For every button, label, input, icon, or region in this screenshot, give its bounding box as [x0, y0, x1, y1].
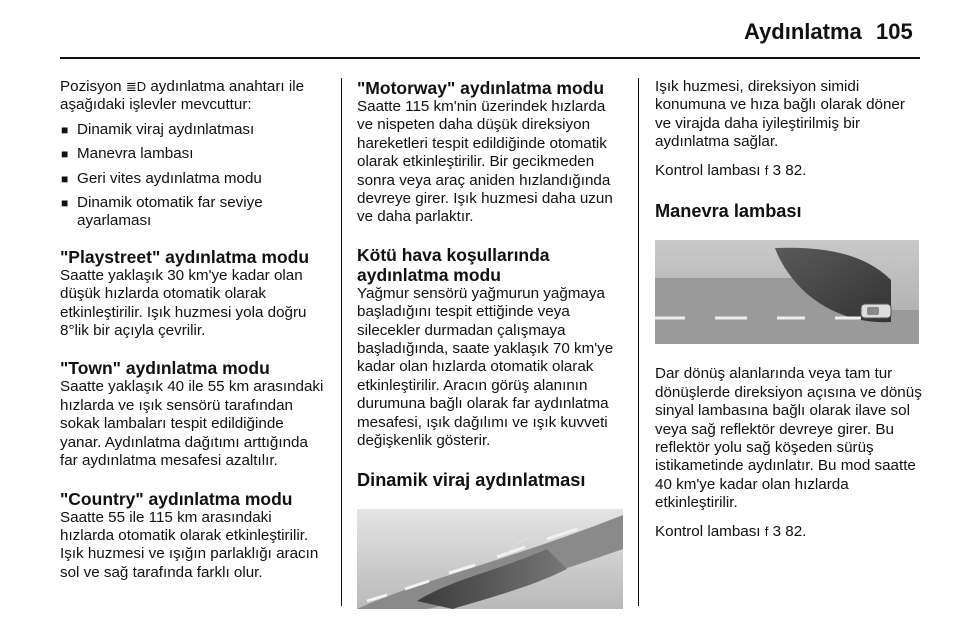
country-text: Saatte 55 ile 115 km arasındaki hızlarda otomatik olarak etkinleştirilir. Işık huzmesi ve ışığın parlaklığı aracın sol ve sağ tarafında farklı olur.: [60, 508, 319, 581]
page-header-title: Aydınlatma: [744, 19, 862, 44]
cornering-light-image: [357, 509, 623, 609]
motorway-text: Saatte 115 km'nin üzerindek hızlarda ve nispeten daha düşük direksiyon hareketleri tespit edildiğinde otomatik olarak etkinleştirilir. Bir gecikmeden sonra veya araç aniden hızlandığında devreye girer. Işık huzmesi daha uzun ve daha parlaktır.: [357, 98, 613, 226]
intro-prefix: Pozisyon: [60, 78, 126, 95]
header-rule: [60, 57, 920, 59]
page-reference: 3 82.: [768, 161, 807, 179]
dynamic-text: Işık huzmesi, direksiyon simidi konumuna ve hıza bağlı olarak döner ve virajda daha iyileştirilmiş bir aydınlatma sağlar.: [655, 78, 905, 151]
playstreet-text: Saatte yaklaşık 30 km'ye kadar olan düşük hızlarda otomatik olarak etkinleştirilir. Işık huzmesi yola doğru 8°lik bir açıyla çevrilir.: [60, 266, 307, 340]
section-heading-motorway: "Motorway" aydınlatma modu: [357, 78, 605, 98]
section-heading-playstreet: "Playstreet" aydınlatma modu: [60, 246, 310, 267]
column-divider: [341, 78, 342, 606]
section-heading-country: "Country" aydınlatma modu: [60, 488, 293, 509]
section-heading-dynamic: Dinamik viraj aydınlatması: [357, 469, 586, 490]
list-item: ■ Dinamik otomatik far seviye ayarlaması: [60, 194, 328, 231]
dynamic-cornering-illustration: [357, 509, 623, 609]
indicator-lamp-icon: f: [764, 523, 769, 539]
list-item: ■ Manevra lambası: [60, 145, 328, 163]
column-divider: [638, 78, 639, 606]
weather-text: Yağmur sensörü yağmurun yağmaya başladığını tespit ettiğinde veya silecekler durmadan çalışmaya başladığında, saate yaklaşık 70 km'ye kadar olan hızlarda otomatik olarak etkinleştirilir. Aracın görüş alanının durumuna bağlı olarak far aydınlatma mesafesi, ışık dağılımı ve ışık kuvveti değişkenlik gösterir.: [357, 284, 614, 450]
page-number: 105: [876, 19, 913, 44]
maneuver-illustration: [655, 240, 923, 349]
section-heading-town: "Town" aydınlatma modu: [60, 358, 270, 379]
section-heading-weather: Kötü hava koşullarında aydınlatma modu: [357, 244, 550, 285]
indicator-lamp-icon: f: [764, 162, 769, 178]
control-lamp-reference: [655, 162, 923, 180]
intro-paragraph: [60, 78, 328, 115]
maneuver-text: Dar dönüş alanlarında veya tam tur dönüşlerde direksiyon açısına ve dönüş sinyal lambasına bağlı olarak ilave sol veya sağ reflektör devreye girer. Bu reflektör yolu sağ köşeden sürüş istikametinde aydınlatır. Bu mod saatte 40 km'ye kadar olan hızlarda etkinleştirilir.: [655, 365, 922, 512]
maneuver-light-image: [655, 240, 919, 344]
control-lamp-label: Kontrol lambası: [655, 161, 765, 179]
control-lamp-reference: [655, 523, 923, 541]
intro-text: aydınlatma anahtarı ile aşağıdaki işlevler mevcuttur:: [60, 78, 305, 114]
town-text: Saatte yaklaşık 40 ile 55 km arasındaki hızlarda ve ışık sensörü tarafından sokak lambaları tespit edildiğinde yanar. Aydınlatma dağıtımı arttığında far aydınlatma mesafesi azaltılır.: [60, 378, 324, 470]
feature-list: [60, 121, 328, 231]
page-reference: 3 82.: [768, 522, 807, 540]
column-1: [60, 78, 328, 582]
column-2: [357, 78, 623, 609]
section-heading-maneuver: Manevra lambası: [655, 201, 802, 222]
column-3: [655, 78, 923, 541]
control-lamp-label: Kontrol lambası: [655, 522, 765, 540]
list-item: ■ Geri vites aydınlatma modu: [60, 170, 328, 188]
list-item: ■ Dinamik viraj aydınlatması: [60, 121, 328, 139]
headlight-icon: ≣D: [125, 79, 147, 94]
